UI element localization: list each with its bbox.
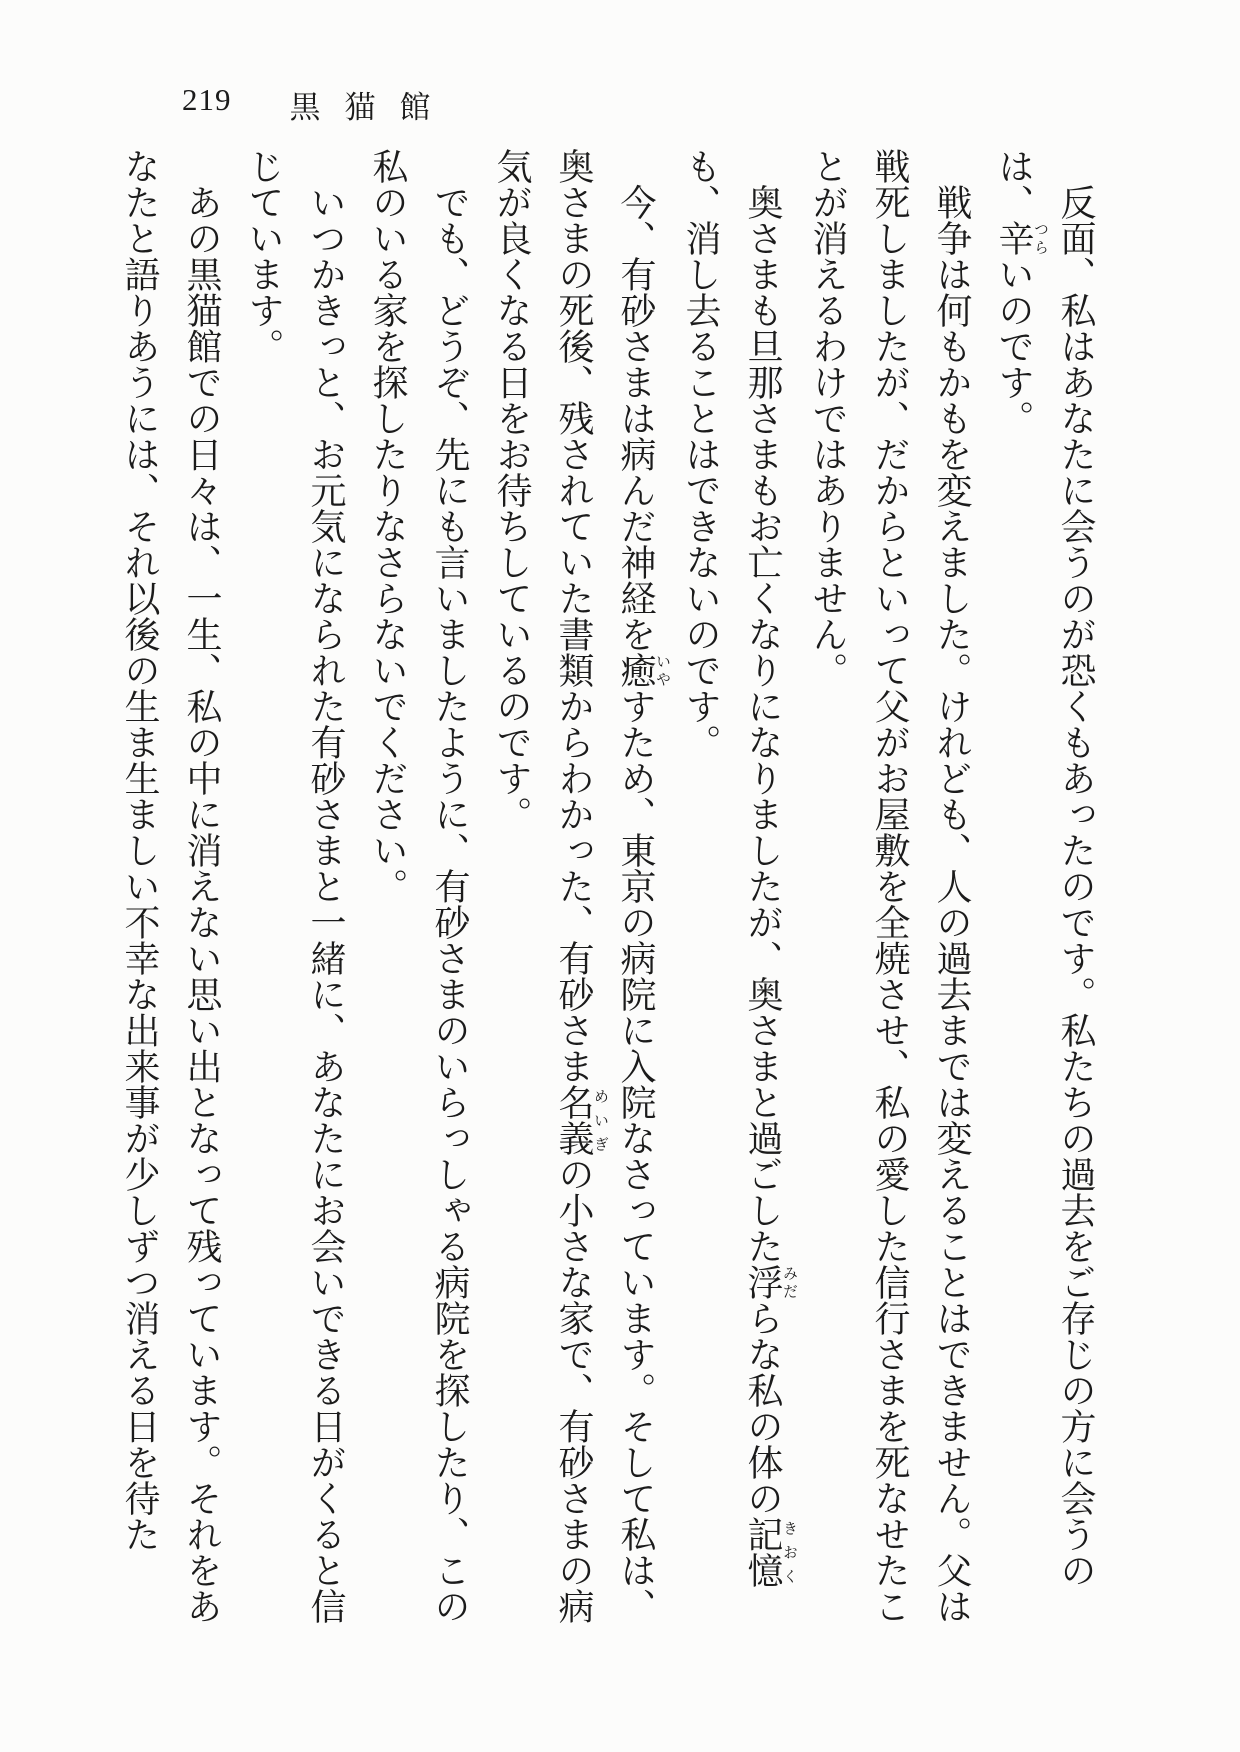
furigana: いや (654, 652, 670, 688)
furigana: みだ (781, 1264, 797, 1300)
body-text (97, 148, 1107, 1648)
paragraph: 戦争は何もかもを変えました。けれども、人の過去までは変えることはできません。父は戦死しましたが、だからといって父がお屋敷を全焼させ、私の愛した信行さまを死なせたことが消えるわけではありません。 (808, 148, 972, 1624)
paragraph: 反面、私はあなたに会うのが恐くもあったのです。私たちの過去をご存じの方に会うのは、辛つらいのです。 (994, 148, 1096, 1588)
furigana: きおく (781, 1516, 797, 1588)
paragraph: でも、どうぞ、先にも言いましたように、有砂さまのいらっしゃる病院を探したり、この私のいる家を探したりなさらないでください。 (368, 148, 470, 1624)
paragraph: いつかきっと、お元気になられた有砂さまと一緒に、あなたにお会いできる日がくると信じています。 (244, 148, 346, 1624)
page-number: 219 (182, 82, 232, 117)
ruby-annotated-word: 浮みだ (743, 1264, 797, 1300)
ruby-annotated-word: 記憶きおく (743, 1516, 797, 1588)
running-head (182, 82, 455, 125)
furigana: つら (1032, 220, 1048, 256)
paragraph: あの黒猫館での日々は、一生、私の中に消えない思い出となって残っています。それをあなたと語りあうには、それ以後の生ま生ましい不幸な出来事が少しずつ消える日を待た (120, 148, 222, 1624)
furigana: めいぎ (592, 1084, 608, 1156)
paragraph: 今、有砂さまは病んだ神経を癒いやすため、東京の病院に入院なさっています。そして私は、奥さまの死後、残されていた書類からわかった、有砂さま名義めいぎの小さな家で、有砂さまの病気が良くなる日をお待ちしているのです。 (492, 148, 670, 1624)
ruby-annotated-word: 名義めいぎ (554, 1084, 608, 1156)
running-title: 黒猫館 (289, 90, 455, 125)
ruby-annotated-word: 癒いや (616, 652, 670, 688)
ruby-annotated-word: 辛つら (994, 220, 1048, 256)
paragraph: 奥さまも旦那さまもお亡くなりになりましたが、奥さまと過ごした浮みだらな私の体の記憶きおくも、消し去ることはできないのです。 (681, 148, 797, 1588)
